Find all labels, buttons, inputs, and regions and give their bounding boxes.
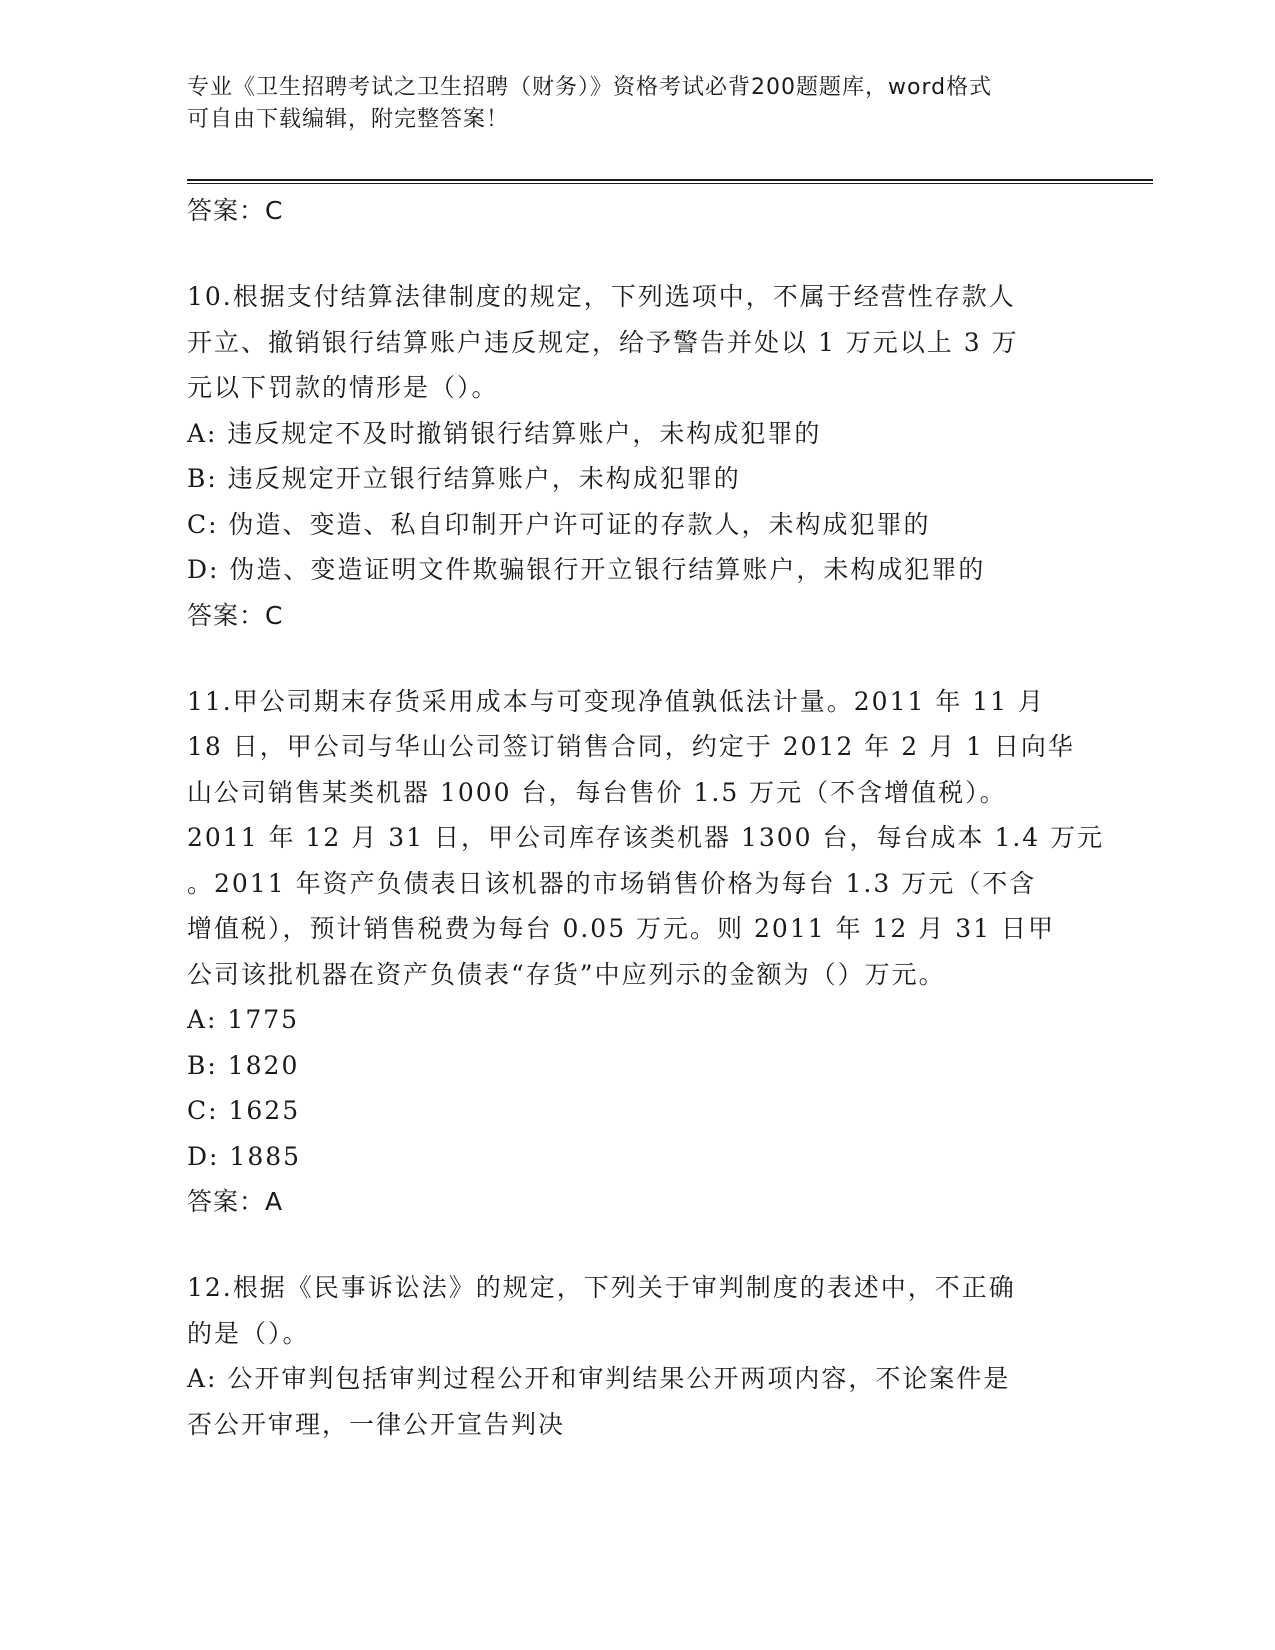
question-block: [187, 1265, 1087, 1447]
question-text-line: 。2011 年资产负债表日该机器的市场销售价格为每台 1.3 万元（不含: [187, 868, 1037, 898]
spacer: [187, 233, 1087, 274]
option-a: A: 公开审判包括审判过程公开和审判结果公开两项内容，不论案件是: [187, 1364, 1011, 1393]
option-c: C: 1625: [187, 1096, 301, 1125]
question-text-line: 的是（）。: [187, 1318, 310, 1348]
header-title-line-1: 专业《卫生招聘考试之卫生招聘（财务）》资格考试必背200题题库，word格式: [187, 75, 993, 100]
option-b: B: 1820: [187, 1050, 300, 1080]
option-d: D: 1885: [187, 1141, 302, 1171]
question-text-line: 12.根据《民事诉讼法》的规定，下列关于审判制度的表述中，不正确: [187, 1273, 1016, 1302]
question-text-line: 11.甲公司期末存货采用成本与可变现净值孰低法计量。2011 年 11 月: [187, 686, 1046, 716]
question-text-line: 10.根据支付结算法律制度的规定，下列选项中，不属于经营性存款人: [187, 282, 1016, 311]
option-a: A: 违反规定不及时撤销银行结算账户，未构成犯罪的: [187, 418, 822, 448]
document-header: [187, 72, 1067, 136]
header-divider: [187, 179, 1153, 181]
answer-line: 答案：C: [187, 600, 284, 630]
spacer: [187, 638, 1087, 679]
question-text-line: 开立、撤销银行结算账户违反规定，给予警告并处以 1 万元以上 3 万: [187, 327, 1019, 357]
question-block: [187, 679, 1105, 1225]
question-block: [187, 274, 1087, 638]
question-text-line: 2011 年 12 月 31 日，甲公司库存该类机器 1300 台，每台成本 1.4 万元: [187, 823, 1105, 852]
header-title-line-2: 可自由下载编辑，附完整答案！: [187, 107, 510, 132]
option-a-continued: 否公开审理，一律公开宣告判决: [187, 1409, 566, 1439]
answer-line: 答案：C: [187, 196, 284, 225]
document-body: [187, 188, 1105, 1447]
question-text-line: 18 日，甲公司与华山公司签订销售合同，约定于 2012 年 2 月 1 日向华: [187, 732, 1075, 761]
question-text-line: 元以下罚款的情形是（）。: [187, 373, 499, 402]
spacer: [187, 1224, 1087, 1265]
option-d: D: 伪造、变造证明文件欺骗银行开立银行结算账户，未构成犯罪的: [187, 555, 986, 584]
question-text-line: 山公司销售某类机器 1000 台，每台售价 1.5 万元（不含增值税）。: [187, 777, 1007, 807]
option-b: B: 违反规定开立银行结算账户，未构成犯罪的: [187, 464, 741, 493]
answer-line: 答案：A: [187, 1187, 284, 1216]
header-divider-thin: [187, 183, 1153, 184]
option-c: C: 伪造、变造、私自印制开户许可证的存款人，未构成犯罪的: [187, 509, 931, 539]
question-text-line: 公司该批机器在资产负债表“存货”中应列示的金额为（）万元。: [187, 959, 946, 989]
question-text-line: 增值税），预计销售税费为每台 0.05 万元。则 2011 年 12 月 31 日甲: [187, 914, 1055, 943]
option-a: A: 1775: [187, 1005, 300, 1034]
